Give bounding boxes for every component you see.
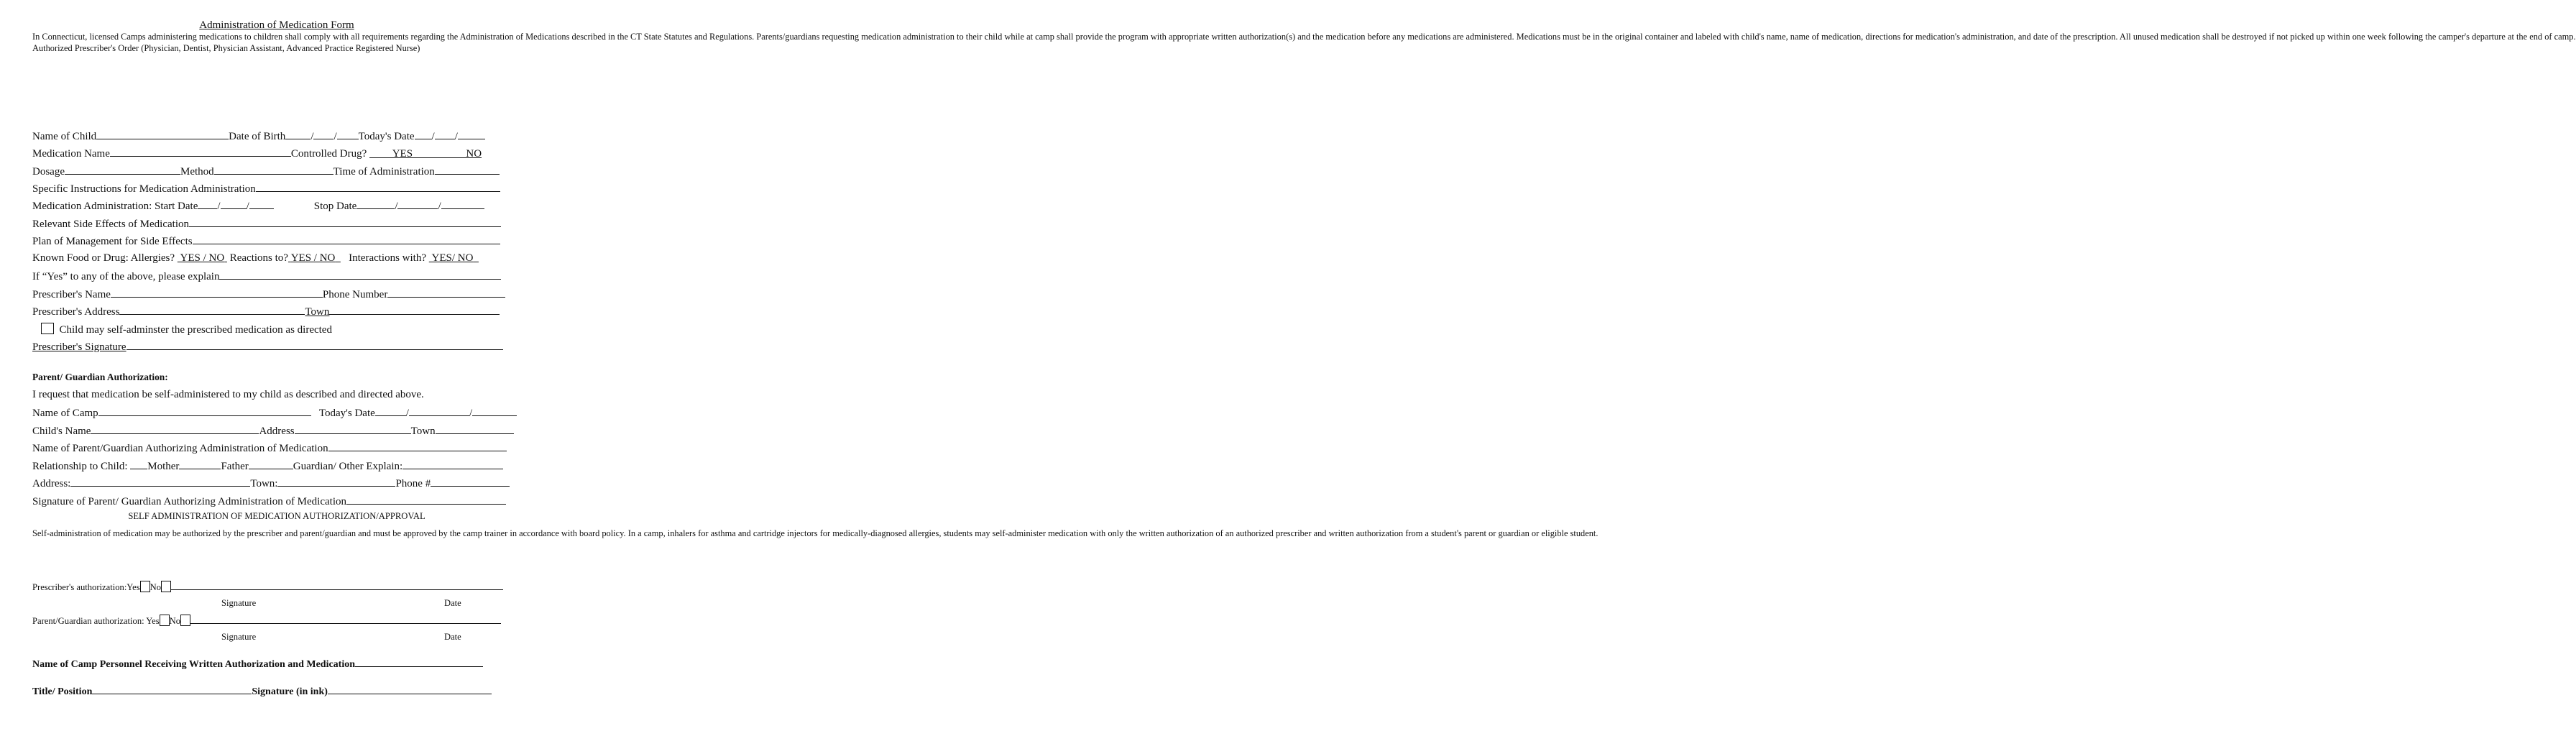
parent-signature-caption: Signature [221, 632, 257, 642]
title-position-field[interactable] [92, 684, 252, 694]
plan-side-effects-label: Plan of Management for Side Effects [32, 236, 193, 247]
controlled-drug-label: Controlled Drug? [290, 148, 367, 160]
row-side-effects [32, 217, 501, 231]
prescriber-auth-yes-checkbox[interactable] [140, 581, 150, 592]
today-year-field[interactable] [458, 129, 485, 139]
row-instructions [32, 182, 500, 196]
prescriber-auth-no-label: No [150, 582, 162, 592]
intro-text: In Connecticut, licensed Camps administering medications to children shall comply with all requirements regarding the Administration of Medications described in the CT State Statutes and Regulations. Parents/guardians requesting medication administration to their child while at camp shall provide the program with appropriate written authorization(s) and the medication before any medications are administered. Medications must be in the original container and labeled with child's name, name of medication, directions for medication's administration, and date of the prescription. All unused medication shall be destroyed if not picked up within one week following the camper's departure at the end of camp. [32, 32, 2576, 42]
parent-address-label: Address [259, 426, 295, 437]
town-label: Town [305, 306, 330, 318]
explain-label: If “Yes” to any of the above, please explain [32, 271, 220, 282]
stop-month-field[interactable] [356, 199, 395, 209]
town2-field[interactable] [277, 477, 395, 487]
row-camp-personnel [32, 657, 483, 671]
method-field[interactable] [214, 165, 334, 175]
date-of-birth-label: Date of Birth [229, 131, 286, 142]
time-of-admin-field[interactable] [435, 165, 500, 175]
guardian-other-label: Guardian/ Other Explain: [293, 461, 403, 472]
parent-auth-yes-checkbox[interactable] [160, 615, 170, 626]
parent-heading: Parent/ Guardian Authorization: [32, 372, 168, 382]
childs-name-label: Child's Name [32, 426, 91, 437]
dosage-field[interactable] [65, 165, 180, 175]
self-admin-checkbox[interactable] [41, 323, 54, 334]
phone-field[interactable] [431, 477, 510, 487]
row-allergies [32, 252, 479, 264]
parent-town-label: Town [410, 426, 436, 437]
prescriber-auth-label: Prescriber's authorization:Yes [32, 582, 140, 592]
parent-todays-date-label: Today's Date [318, 408, 375, 419]
parent-today-day-field[interactable] [409, 406, 469, 416]
guardian-explain-field[interactable] [402, 459, 503, 469]
reactions-label: Reactions to? [229, 252, 288, 264]
relationship-label: Relationship to Child: [32, 461, 128, 472]
row-plan [32, 234, 500, 248]
row-parent-signature [32, 494, 506, 508]
phone-label: Phone # [395, 478, 431, 489]
town2-label: Town: [250, 478, 278, 489]
time-of-admin-label: Time of Administration [333, 166, 435, 178]
title-position-label: Title/ Position [32, 686, 93, 697]
parent-auth-label: Parent/Guardian authorization: Yes [32, 616, 160, 626]
start-day-field[interactable] [221, 199, 247, 209]
phone-number-label: Phone Number [322, 289, 388, 300]
prescribers-name-label: Prescriber's Name [32, 289, 111, 300]
row-prescriber-signature [32, 340, 503, 354]
row-authorizing-name [32, 441, 507, 455]
medication-name-field[interactable] [110, 147, 291, 157]
stop-day-field[interactable] [397, 199, 438, 209]
prescribers-signature-label: Prescriber's Signature [32, 341, 126, 353]
address2-label: Address: [32, 478, 71, 489]
row-child-info: Name of Child Date of Birth / / Today's Date / / [32, 129, 485, 143]
form-title: Administration of Medication Form [199, 19, 354, 31]
intro-paragraph [32, 32, 2576, 54]
address2-field[interactable] [70, 477, 250, 487]
side-effects-label: Relevant Side Effects of Medication [32, 218, 189, 230]
row-parent-contact [32, 477, 510, 490]
row-admin-dates: Medication Administration: Start Date / / Stop Date / / [32, 199, 484, 213]
row-self-admin-check [41, 323, 332, 336]
row-prescriber-name [32, 288, 505, 301]
specific-instructions-field[interactable] [256, 182, 500, 192]
row-parent-auth [32, 615, 501, 627]
start-month-field[interactable] [198, 199, 217, 209]
prescriber-order-heading: Authorized Prescriber's Order (Physician, Dentist, Physician Assistant, Advanced Practice Registered Nurse) [32, 42, 420, 53]
name-authorizing-label: Name of Parent/Guardian Authorizing Administration of Medication [32, 443, 328, 454]
allergies-yes-no-option[interactable]: YES / NO [180, 252, 225, 264]
row-camp: Name of Camp Today's Date / / [32, 406, 517, 420]
camp-personnel-field[interactable] [355, 657, 483, 667]
mother-label: Mother [147, 461, 180, 472]
specific-instructions-label: Specific Instructions for Medication Administration [32, 183, 256, 195]
todays-date-label: Today's Date [358, 131, 415, 142]
prescriber-signature-caption: Signature [221, 598, 257, 608]
start-year-field[interactable] [249, 199, 274, 209]
method-label: Method [180, 166, 214, 178]
prescribers-name-field[interactable] [111, 288, 323, 298]
interactions-label: Interactions with? [349, 252, 427, 264]
parent-today-month-field[interactable] [375, 406, 406, 416]
row-prescriber-address [32, 305, 500, 318]
signature-authorizing-field[interactable] [346, 494, 506, 505]
parent-date-caption: Date [444, 632, 461, 642]
childs-name-field[interactable] [91, 424, 259, 434]
row-medication [32, 147, 482, 160]
dob-month-field[interactable] [285, 129, 310, 139]
parent-address-field[interactable] [295, 424, 411, 434]
plan-side-effects-field[interactable] [193, 234, 500, 244]
name-of-child-field[interactable] [96, 129, 229, 139]
town-field[interactable] [329, 305, 500, 315]
self-admin-heading: SELF ADMINISTRATION OF MEDICATION AUTHORIZATION/APPROVAL [128, 511, 426, 521]
explain-field[interactable] [219, 270, 501, 280]
stop-year-field[interactable] [441, 199, 484, 209]
row-child-address [32, 424, 514, 438]
signature-ink-label: Signature (in ink) [252, 686, 328, 697]
known-allergies-label: Known Food or Drug: Allergies? [32, 252, 175, 264]
today-month-field[interactable] [415, 129, 432, 139]
parent-town-field[interactable] [436, 424, 514, 434]
parent-auth-no-checkbox[interactable] [180, 615, 190, 626]
interactions-yes-no-option[interactable]: YES/ NO [431, 252, 474, 264]
reactions-yes-no-option[interactable]: YES / NO [290, 252, 336, 264]
prescriber-date-caption: Date [444, 598, 461, 608]
row-title-signature [32, 684, 492, 698]
self-admin-label: Child may self-adminster the prescribed medication as directed [59, 324, 332, 336]
dosage-label: Dosage [32, 166, 65, 178]
name-of-camp-label: Name of Camp [32, 408, 98, 419]
name-of-camp-field[interactable] [98, 406, 311, 416]
name-of-child-label: Name of Child [32, 131, 97, 142]
signature-ink-field[interactable] [328, 684, 492, 694]
row-prescriber-auth [32, 581, 503, 593]
mother-field[interactable] [130, 459, 147, 469]
prescribers-signature-field[interactable] [126, 340, 503, 350]
prescriber-auth-no-checkbox[interactable] [161, 581, 171, 592]
signature-authorizing-label: Signature of Parent/ Guardian Authorizing Administration of Medication [32, 496, 346, 507]
name-authorizing-field[interactable] [328, 441, 507, 451]
prescribers-address-label: Prescriber's Address [32, 306, 120, 318]
dob-year-field[interactable] [337, 129, 359, 139]
row-dosage [32, 165, 500, 178]
prescriber-auth-signature-field[interactable] [171, 581, 503, 590]
controlled-yes-option[interactable]: YES [369, 148, 413, 158]
start-date-label: Medication Administration: Start Date [32, 201, 198, 212]
today-day-field[interactable] [435, 129, 455, 139]
dob-day-field[interactable] [313, 129, 334, 139]
phone-number-field[interactable] [387, 288, 505, 298]
self-admin-paragraph: Self-administration of medication may be authorized by the prescriber and parent/guardian and must be approved by the camp trainer in accordance with board policy. In a camp, inhalers for asthma and cartridge injectors for medically-diagnosed allergies, students may self-administer medication with only the written authorization of an authorized prescriber and written authorization from a student's parent or guardian or eligible student. [32, 528, 1598, 538]
parent-today-year-field[interactable] [472, 406, 517, 416]
camp-personnel-label: Name of Camp Personnel Receiving Written Authorization and Medication [32, 659, 356, 670]
controlled-no-option[interactable]: NO [413, 148, 482, 158]
side-effects-field[interactable] [189, 217, 501, 227]
parent-auth-signature-field[interactable] [190, 615, 501, 624]
guardian-field[interactable] [249, 459, 293, 469]
stop-date-label: Stop Date [313, 201, 357, 212]
parent-request: I request that medication be self-administered to my child as described and directed above. [32, 389, 424, 400]
medication-name-label: Medication Name [32, 148, 110, 160]
prescribers-address-field[interactable] [119, 305, 305, 315]
row-explain [32, 270, 501, 283]
father-field[interactable] [179, 459, 221, 469]
parent-auth-no-label: No [169, 616, 181, 626]
father-label: Father [221, 461, 249, 472]
row-relationship [32, 459, 503, 473]
